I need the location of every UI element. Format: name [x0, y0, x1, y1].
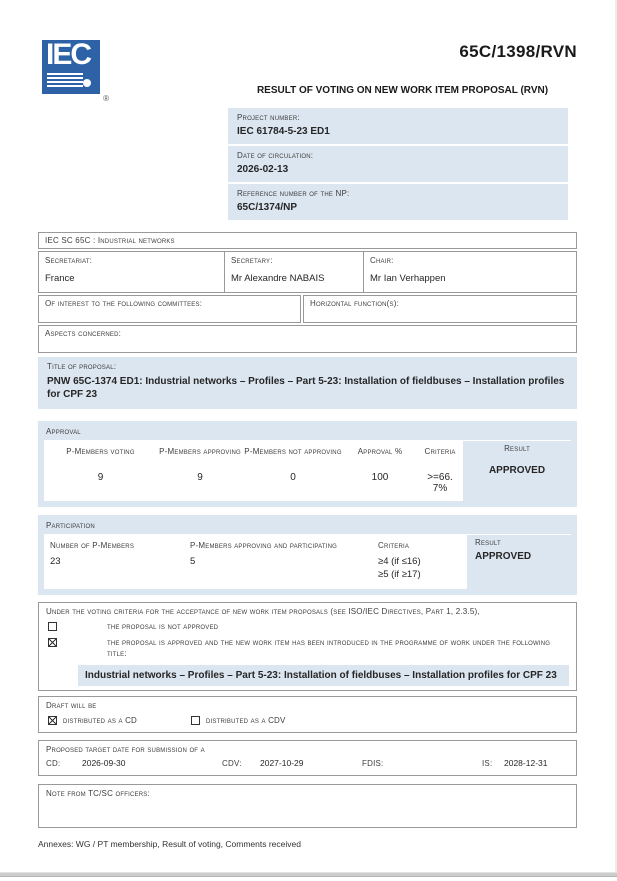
approval-result-value: APPROVED	[488, 465, 546, 476]
participation-result-column	[467, 535, 571, 589]
approval-col-approving-value: 9	[197, 472, 203, 483]
interest-committees-label: Of interest to the following committees:	[38, 295, 301, 323]
horizontal-functions-label: Horizontal function(s):	[303, 295, 577, 323]
iec-logo	[42, 38, 109, 103]
approval-col-criteria-header: Criteria	[424, 447, 456, 456]
committee-name: IEC SC 65C : Industrial networks	[38, 232, 577, 249]
participation-col-criteria-header: Criteria	[378, 541, 410, 550]
registered-trademark-symbol: ®	[103, 94, 109, 103]
project-info-section	[228, 108, 568, 220]
cd-checkbox	[48, 716, 57, 725]
approved-label: the proposal is approved and the new work item has been introduced in the programme of work under the following title:	[107, 637, 551, 658]
np-reference-box	[228, 184, 568, 220]
proposal-title-value: PNW 65C-1374 ED1: Industrial networks – Profiles – Part 5-23: Installation of fieldbuses – Installation profiles for CPF 23	[47, 376, 565, 400]
participation-section	[38, 515, 577, 595]
proposal-title-label: Title of proposal:	[47, 362, 117, 371]
participation-table-columns	[44, 535, 467, 589]
approval-result-header: Result	[504, 444, 530, 453]
cd-date-value: 2026-09-30	[82, 758, 126, 769]
approval-col-percent-value: 100	[371, 472, 389, 483]
not-approved-checkbox	[48, 622, 57, 631]
project-number-label: Project number:	[237, 113, 300, 122]
approval-col-voting-header: P-Members voting	[66, 447, 135, 456]
aspects-concerned-label: Aspects concerned:	[38, 325, 577, 353]
target-dates-row	[46, 758, 569, 768]
approval-section-label: Approval	[44, 426, 571, 441]
approval-result-column	[463, 441, 571, 501]
proposal-title-box	[38, 357, 577, 409]
project-number-box	[228, 108, 568, 144]
committee-aspects-row	[38, 325, 577, 353]
np-reference-label: Reference number of the NP:	[237, 189, 350, 198]
participation-table	[44, 535, 571, 589]
approval-col-not-approving-header: P-Members not approving	[244, 447, 342, 456]
approval-col-percent-header: Approval %	[357, 447, 403, 456]
approval-col-approving	[157, 446, 243, 494]
committee-interest-row	[38, 295, 577, 323]
circulation-date-box	[228, 146, 568, 182]
participation-col-approving	[184, 540, 372, 582]
participation-col-members	[44, 540, 184, 582]
approval-col-not-approving-value: 0	[290, 472, 296, 483]
officers-note-box	[38, 784, 577, 828]
committee-section	[38, 232, 577, 353]
target-dates-label: Proposed target date for submission of a	[46, 745, 205, 755]
approval-col-not-approving	[243, 446, 343, 494]
secretariat-label: Secretariat:	[45, 256, 93, 265]
approval-col-approving-header: P-Members approving	[159, 447, 241, 456]
is-date-value: 2028-12-31	[504, 758, 548, 769]
cd-date-label: CD:	[46, 759, 61, 769]
document-number: 65C/1398/RVN	[459, 42, 577, 61]
approval-table-columns	[44, 441, 463, 501]
option-not-approved-row	[46, 621, 569, 632]
approved-work-item-title: Industrial networks – Profiles – Part 5-23: Installation of fieldbuses – Installation profiles for CPF 23	[78, 665, 569, 686]
participation-criteria-line-1: ≥4 (if ≤16)	[378, 556, 421, 567]
approval-col-voting-value: 9	[97, 472, 104, 483]
option-approved-row	[46, 637, 569, 659]
secretariat-value: France	[45, 273, 75, 284]
iec-logo-lines-icon	[47, 71, 83, 87]
secretary-value: Mr Alexandre NABAIS	[231, 273, 325, 284]
project-number-value: IEC 61784-5-23 ED1	[237, 126, 330, 137]
page-separator	[0, 872, 617, 877]
participation-section-label: Participation	[44, 520, 571, 535]
participation-col-approving-value: 5	[190, 556, 196, 567]
approval-col-percent	[343, 446, 417, 494]
participation-col-approving-header: P-Members approving and participating	[190, 541, 337, 550]
cd-option-label: distributed as a CD	[63, 715, 138, 725]
committee-people-row	[38, 251, 577, 293]
secretariat-cell	[38, 251, 225, 293]
participation-col-criteria-value	[378, 555, 467, 582]
approval-table	[44, 441, 571, 501]
participation-criteria-line-2: ≥5 (if ≥17)	[378, 569, 421, 581]
draft-will-be-label: Draft will be	[46, 701, 97, 711]
circulation-date-label: Date of circulation:	[237, 151, 314, 160]
approved-checkbox	[48, 638, 57, 647]
np-reference-value: 65C/1374/NP	[237, 202, 298, 213]
draft-distribution-box	[38, 696, 577, 733]
annexes-line: Annexes: WG / PT membership, Result of voting, Comments received	[38, 839, 301, 850]
participation-col-members-header: Number of P-Members	[50, 541, 135, 550]
iec-logo-text: IEC	[46, 38, 91, 71]
not-approved-label: the proposal is not approved	[107, 621, 219, 631]
committee-header-row	[38, 232, 577, 249]
secretary-cell	[224, 251, 364, 293]
document-title: RESULT OF VOTING ON NEW WORK ITEM PROPOSAL (RVN)	[256, 85, 549, 96]
chair-value: Mr Ian Verhappen	[370, 273, 446, 284]
cdv-option-label: distributed as a CDV	[206, 715, 286, 725]
draft-cd-option	[46, 715, 189, 725]
target-dates-box	[38, 740, 577, 776]
draft-options-row	[46, 715, 569, 725]
participation-result-value: APPROVED	[475, 551, 532, 562]
draft-cdv-option	[189, 715, 286, 725]
chair-label: Chair:	[370, 256, 394, 265]
participation-result-header: Result	[475, 538, 501, 547]
approval-section	[38, 421, 577, 507]
voting-criteria-intro: Under the voting criteria for the acceptance of new work item proposals (see ISO/IEC Directives, Part 1, 2.3.5),	[46, 606, 480, 616]
participation-col-criteria	[372, 540, 467, 582]
secretary-label: Secretary:	[231, 256, 273, 265]
approval-col-criteria-value: >=66.7%	[427, 472, 453, 494]
circulation-date-value: 2026-02-13	[237, 164, 289, 175]
voting-criteria-box	[38, 602, 577, 692]
cdv-date-label: CDV:	[222, 759, 242, 769]
is-date-label: IS:	[482, 759, 493, 769]
participation-col-members-value: 23	[50, 556, 61, 567]
fdis-date-label: FDIS:	[362, 759, 384, 769]
chair-cell	[363, 251, 577, 293]
iec-logo-dot-icon	[83, 79, 91, 87]
cdv-checkbox	[191, 716, 200, 725]
cdv-date-value: 2027-10-29	[260, 758, 304, 769]
approval-col-voting	[44, 446, 157, 494]
officers-note-label: Note from TC/SC officers:	[46, 789, 150, 799]
approval-col-criteria	[417, 446, 463, 494]
